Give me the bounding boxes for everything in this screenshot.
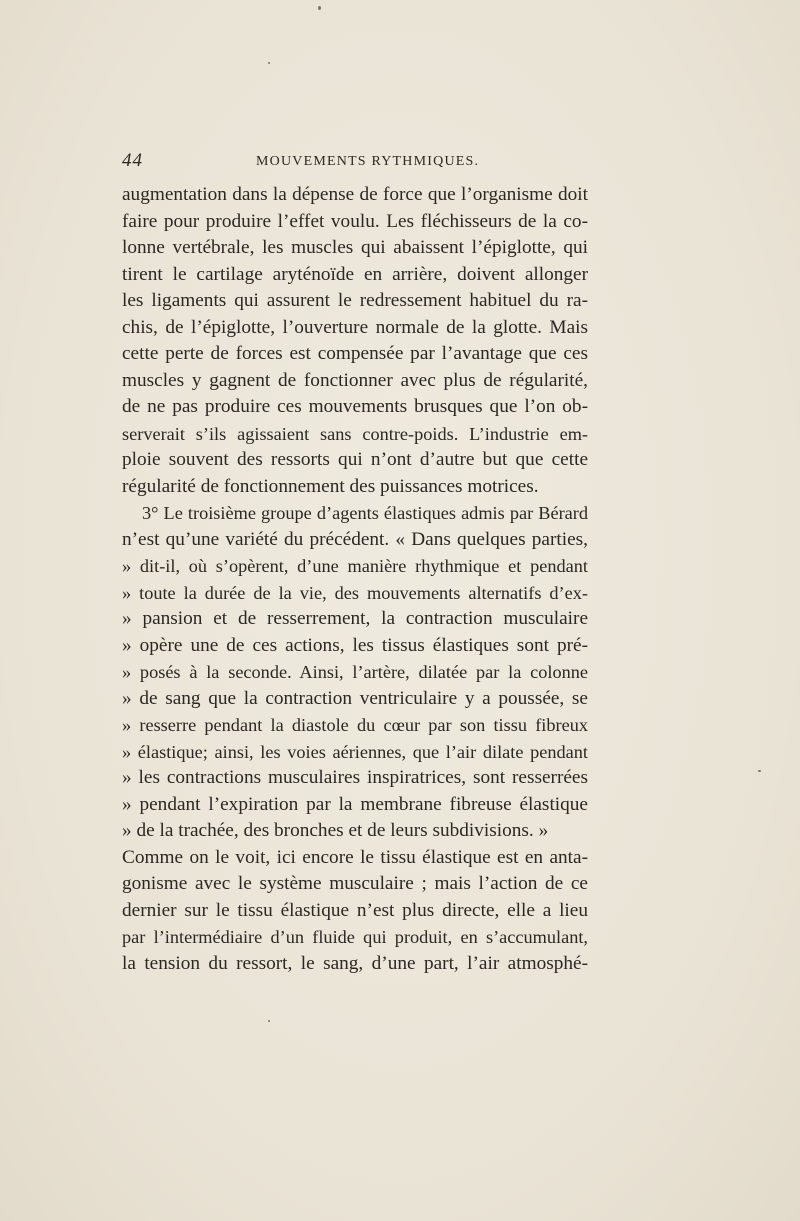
- text-line: » toute la durée de la vie, des mouvements alternatifs d’ex-: [122, 582, 588, 603]
- text-line: Comme on le voit, ici encore le tissu élastique est en anta-: [122, 846, 588, 868]
- text-line: » pendant l’expiration par la membrane fibreuse élastique: [122, 793, 588, 815]
- text-line: » resserre pendant la diastole du cœur par son tissu fibreux: [122, 715, 588, 735]
- paper-speck: [268, 62, 270, 64]
- text-line: » les contractions musculaires inspiratrices, sont resserrées: [122, 767, 588, 788]
- text-line: » de sang que la contraction ventriculaire y a poussée, se: [122, 687, 588, 709]
- text-line: augmentation dans la dépense de force que l’organisme doit: [122, 184, 588, 205]
- body-text: [122, 182, 588, 977]
- text-line: » dit-il, où s’opèrent, d’une manière rhythmique et pendant: [122, 556, 588, 576]
- text-line: dernier sur le tissu élastique n’est plus directe, elle a lieu: [122, 899, 588, 921]
- text-line: cette perte de forces est compensée par l’avantage que ces: [122, 343, 588, 364]
- text-line: tirent le cartilage aryténoïde en arrière, doivent allonger: [122, 263, 588, 285]
- text-line: lonne vertébrale, les muscles qui abaissent l’épiglotte, qui: [122, 237, 588, 258]
- text-line: » posés à la seconde. Ainsi, l’artère, dilatée par la colonne: [122, 662, 588, 682]
- text-line: » élastique; ainsi, les voies aériennes, que l’air dilate pendant: [122, 741, 588, 762]
- text-line: faire pour produire l’effet voulu. Les fléchisseurs de la co-: [122, 210, 588, 232]
- page-number: 44: [122, 150, 143, 171]
- running-head: MOUVEMENTS RYTHMIQUES.: [256, 154, 480, 169]
- text-line: » pansion et de resserrement, la contraction musculaire: [122, 608, 588, 629]
- text-line: de ne pas produire ces mouvements brusques que l’on ob-: [122, 396, 588, 417]
- text-line: chis, de l’épiglotte, l’ouverture normale de la glotte. Mais: [122, 316, 588, 338]
- text-line: ploie souvent des ressorts qui n’ont d’autre but que cette: [122, 449, 588, 470]
- paper-speck: [268, 1020, 270, 1022]
- text-line: serverait s’ils agissaient sans contre-poids. L’industrie em-: [122, 423, 588, 444]
- text-line: gonisme avec le système musculaire ; mais l’action de ce: [122, 873, 588, 894]
- text-line: » de la trachée, des bronches et de leurs subdivisions. »: [122, 820, 549, 841]
- text-line: par l’intermédiaire d’un fluide qui produit, en s’accumulant,: [122, 927, 588, 947]
- text-line: les ligaments qui assurent le redressement habituel du ra-: [122, 290, 588, 311]
- paper-speck: [318, 6, 321, 10]
- paper-speck: [758, 770, 761, 772]
- text-line: régularité de fonctionnement des puissances motrices.: [122, 475, 539, 497]
- text-line: » opère une de ces actions, les tissus élastiques sont pré-: [122, 634, 588, 656]
- page-header: [122, 150, 588, 174]
- text-line: la tension du ressort, le sang, d’une part, l’air atmosphé-: [122, 952, 588, 974]
- text-line: muscles y gagnent de fonctionner avec plus de régularité,: [122, 369, 588, 391]
- text-line: n’est qu’une variété du précédent. « Dans quelques parties,: [122, 528, 588, 550]
- text-line: 3° Le troisième groupe d’agents élastiques admis par Bérard: [142, 503, 588, 523]
